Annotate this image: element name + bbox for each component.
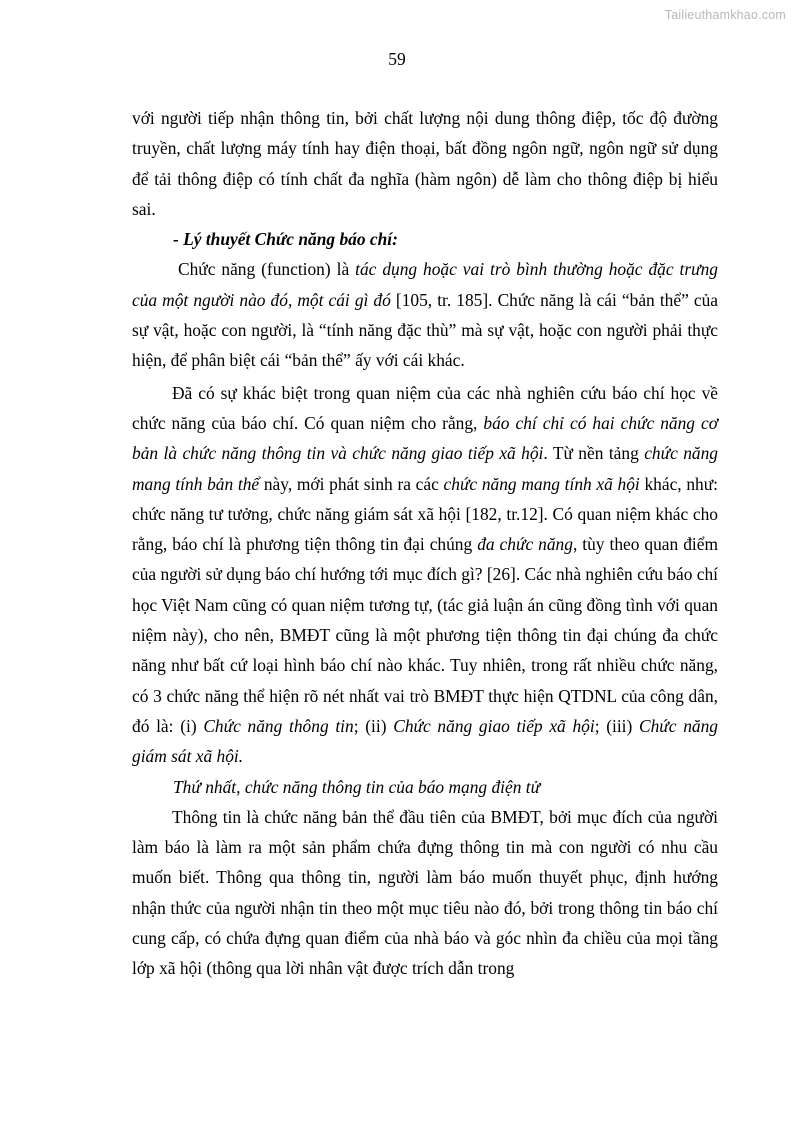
paragraph-function-definition: [132, 254, 718, 375]
paragraph-press-functions: [132, 378, 718, 772]
italic-run: báo chí chỉ có hai chức năng cơ bản là chức năng thông tin và chức năng giao tiếp xã hội: [132, 412, 719, 464]
italic-run: chức năng mang tính xã hội: [443, 473, 640, 494]
italic-run: chức năng mang tính bản thể: [132, 443, 718, 494]
text-run: ; (ii): [353, 715, 394, 736]
italic-run: đa chức năng: [477, 534, 573, 555]
italic-run: Chức năng thông tin: [203, 715, 354, 736]
document-body: [132, 103, 718, 984]
page-number: 59: [388, 49, 406, 69]
text-run: Chức năng (function) là: [178, 259, 356, 280]
section-heading: - Lý thuyết Chức năng báo chí:: [173, 229, 398, 250]
text-run: , tùy theo quan điểm của người sử dụng báo chí hướng tới mục đích gì? [26]. Các nhà nghiên cứu báo chí học Việt Nam cũng có quan niệm tương tự, (tác giả luận án cũng đồng tình với quan niệm này), cho nên, BMĐT cũng là một phương tiện thông tin đại chúng đa chức năng như bất cứ loại hình báo chí nào khác. Tuy nhiên, trong rất nhiều chức năng, có 3 chức năng thể hiện rõ nét nhất vai trò BMĐT thực hiện QTDNL của công dân, đó là: (i): [132, 534, 718, 736]
text-run: . Từ nền tảng: [543, 443, 645, 464]
subsection-heading: Thứ nhất, chức năng thông tin của báo mạng điện tử: [173, 776, 541, 797]
text-run: khác, như: chức năng tư tưởng, chức năng giám sát xã hội [182, tr.12]. Có quan niệm khác cho rằng, báo chí là phương tiện thông tin đại chúng: [132, 473, 718, 555]
text-run: Đã có sự khác biệt trong quan niệm của các nhà nghiên cứu báo chí học về chức năng của báo chí. Có quan niệm cho rằng,: [132, 382, 718, 433]
text-run: này, mới phát sinh ra các: [259, 473, 444, 494]
italic-run: Chức năng giám sát xã hội.: [132, 715, 719, 767]
paragraph-continuation: với người tiếp nhận thông tin, bởi chất lượng nội dung thông điệp, tốc độ đường truyền, chất lượng máy tính hay điện thoại, bất đồng ngôn ngữ, ngôn ngữ sử dụng để tải thông điệp có tính chất đa nghĩa (hàm ngôn) dễ làm cho thông điệp bị hiểu sai.: [132, 108, 718, 219]
watermark-text: Tailieuthamkhao.com: [664, 8, 786, 22]
italic-run: Chức năng giao tiếp xã hội: [393, 715, 595, 736]
italic-run: tác dụng hoặc vai trò bình thường hoặc đặc trưng của một người nào đó, một cái gì đó: [132, 259, 718, 310]
text-run: ; (iii): [594, 715, 640, 736]
text-run: [105, tr. 185]. Chức năng là cái “bản thể” của sự vật, hoặc con người, là “tính năng đặc thù” mà sự vật, hoặc con người phải thực hiện, để phân biệt cái “bản thể” ấy với cái khác.: [132, 289, 718, 371]
paragraph-information-function: Thông tin là chức năng bản thể đầu tiên của BMĐT, bởi mục đích của người làm báo là làm ra một sản phẩm chứa đựng thông tin mà con người có nhu cầu muốn biết. Thông qua thông tin, người làm báo muốn thuyết phục, định hướng nhận thức của người nhận tin theo một mục tiêu nào đó, bởi trong thông tin báo chí cung cấp, có chứa đựng quan điểm của nhà báo và góc nhìn đa chiều của mọi tầng lớp xã hội (thông qua lời nhân vật được trích dẫn trong: [132, 806, 718, 979]
